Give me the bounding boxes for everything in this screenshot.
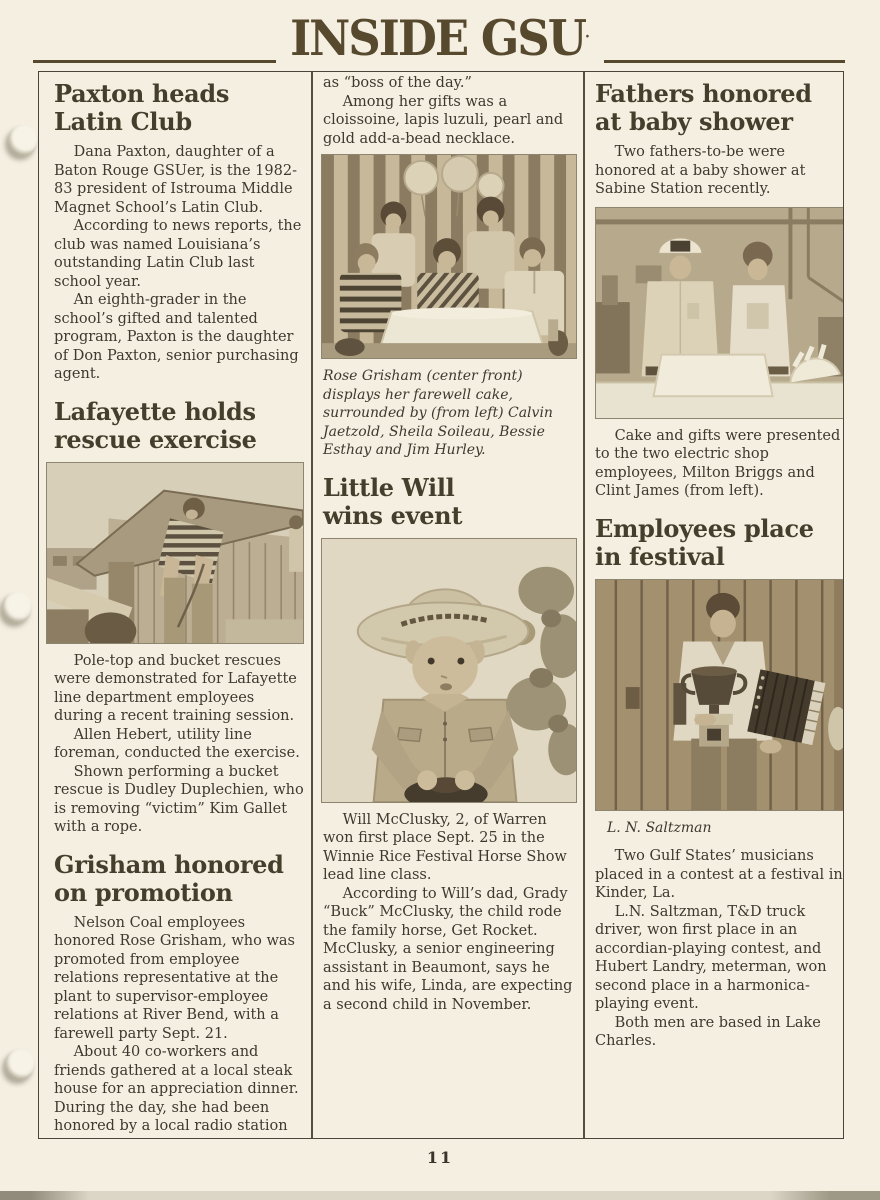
paragraph: Nelson Coal employees honored Rose Grisham, who was promoted from employee relations representative at the plant to supervisor-employee relations at River Bend, with a farewell party Sept. 21. [54, 914, 295, 1042]
page-number: 11 [426, 1148, 454, 1167]
hole-punch [8, 125, 38, 156]
paragraph: as “boss of the day.” [323, 75, 472, 91]
paragraph: According to Will’s dad, Grady “Buck” McClusky, the child rode the family horse, Get Rocket. McClusky, a senior engineering assistant in Beaumont, says he and his wife, Linda, are expecting a second child in November. [323, 885, 573, 1013]
title-line: Latin Club [54, 107, 192, 136]
paragraph: Both men are based in Lake Charles. [595, 1014, 821, 1049]
column-left [54, 78, 304, 1136]
title-line: on promotion [54, 877, 233, 907]
article-title-paxton [54, 80, 304, 136]
hole-punch [2, 592, 32, 623]
title-line: wins event [323, 500, 463, 530]
title-line: rescue exercise [54, 424, 257, 454]
paragraph: An eighth-grader in the school’s gifted and talented program, Paxton is the daughter of Don Paxton, senior purchasing agent. [54, 292, 299, 382]
title-line: Lafayette holds [54, 396, 256, 426]
article-title-lafayette [54, 398, 304, 454]
article-title-grisham [54, 851, 304, 907]
title-line: Little Will [323, 472, 455, 502]
hole-punch [5, 1049, 35, 1080]
festival-winner-photo [595, 579, 844, 811]
rescue-exercise-photo [46, 462, 304, 644]
paragraph: Two fathers-to-be were honored at a baby shower at Sabine Station recently. [595, 144, 806, 197]
article-title-fathers [595, 80, 844, 136]
column-divider [583, 72, 585, 1138]
content-frame [38, 71, 844, 1139]
column-right [595, 78, 844, 1051]
masthead-dot: . [585, 24, 590, 42]
article-title-littlewill [323, 474, 577, 530]
column-center [323, 74, 577, 1014]
paragraph: Cake and gifts were presented to the two electric shop employees, Milton Briggs and Clint James (from left). [595, 427, 841, 499]
title-line: in festival [595, 541, 725, 571]
paragraph: Will McClusky, 2, of Warren won first place Sept. 25 in the Winnie Rice Festival Horse Show lead line class. [323, 811, 567, 883]
title-line: Employees place [595, 513, 814, 543]
title-line: Grisham honored [54, 849, 284, 879]
farewell-cake-photo [321, 154, 577, 359]
paragraph: Allen Hebert, utility line foreman, conducted the exercise. [54, 726, 300, 761]
little-will-photo [321, 538, 577, 803]
paragraph: Pole-top and bucket rescues were demonstrated for Lafayette line department employees during a recent training session. [54, 652, 297, 724]
paragraph: Shown performing a bucket rescue is Dudley Duplechien, who is removing “victim” Kim Gallet with a rope. [54, 763, 304, 835]
paragraph: Dana Paxton, daughter of a Baton Rouge GSUer, is the 1982-83 president of Istrouma Middle Magnet School’s Latin Club. [54, 144, 297, 216]
column-divider [311, 72, 313, 1138]
title-line: Paxton heads [54, 79, 230, 108]
accordion [747, 669, 825, 745]
baby-shower-photo [595, 207, 844, 419]
paragraph: Among her gifts was a cloissoine, lapis luzuli, pearl and gold add-a-bead necklace. [323, 93, 564, 147]
photo-caption: Rose Grisham (center front) displays her farewell cake, surrounded by (from left) Calvin Jaetzold, Sheila Soileau, Bessie Esthay and Jim Hurley. [323, 368, 553, 458]
paragraph: Two Gulf States’ musicians placed in a contest at a festival in Kinder, La. [595, 848, 843, 901]
paragraph: L.N. Saltzman, T&D truck driver, won first place in an accordian-playing contest, and Hubert Landry, meterman, won second place in a harmonica-playing event. [595, 903, 827, 1012]
paragraph: According to news reports, the club was named Louisiana’s outstanding Latin Club last school year. [54, 218, 302, 290]
scan-edge-artifact [0, 1191, 880, 1200]
paragraph: About 40 co-workers and friends gathered at a local steak house for an appreciation dinner. During the day, she had been honored by a local radio station [54, 1044, 299, 1134]
title-line: at baby shower [595, 107, 793, 136]
title-line: Fathers honored [595, 79, 812, 108]
article-title-festival [595, 515, 844, 571]
masthead [0, 2, 880, 65]
masthead-title: INSIDE GSU. [276, 2, 604, 70]
photo-caption: L. N. Saltzman [607, 819, 712, 836]
